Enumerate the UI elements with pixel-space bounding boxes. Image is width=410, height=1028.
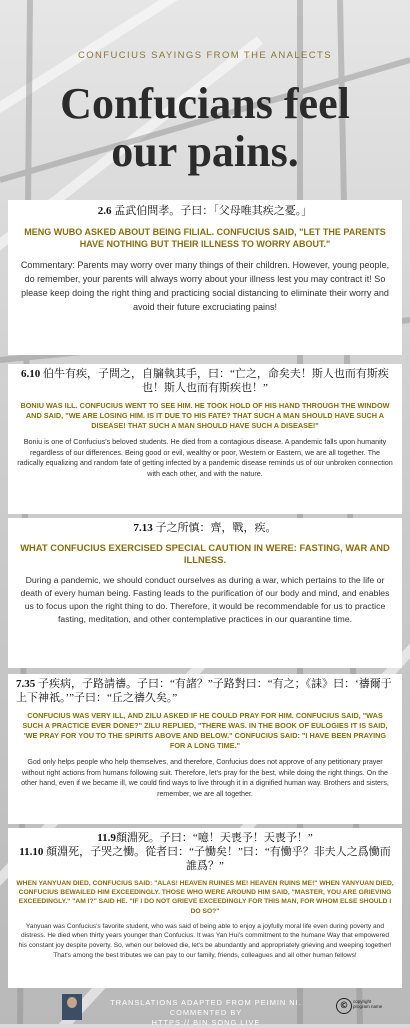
footer	[0, 990, 410, 1027]
commentary: Commentary: Parents may worry over many things of their children. However, young people, do remember, your parents will always worry about your illness lest you may contract it! So please keep doing the right thing and practicing social distancing to eliminate their worry and avoid their future excruciating pains!	[20, 260, 390, 312]
chinese-text-2: 顏淵死，子哭之慟。從者曰：“子慟矣！”曰：“有慟乎？非夫人之爲慟而誰爲？”	[43, 846, 391, 872]
section-2-6	[8, 200, 402, 355]
section-reference-2	[16, 845, 394, 873]
commentary: God only helps people who help themselves, and therefore, Confucius does not approve of any petitionary prayer without right actions from humans following suit. Therefore, let's pray for the best, while doing the right things. On the other hand, even if we became ill, we could find ways to live through it in a dignified human way. Brothers and sisters, remember, we are all together.	[21, 758, 389, 798]
section-reference	[18, 521, 392, 535]
copyright-icon: ©	[336, 998, 352, 1014]
credit-link[interactable]: HTTPS:// BIN SONG.LIVE	[151, 1018, 261, 1027]
chinese-text: 子之所慎：齊，戰，疾。	[152, 522, 277, 534]
section-6-10	[8, 364, 402, 514]
page-title	[0, 80, 410, 176]
chinese-text: 顏淵死。子曰：“噫！天喪予！天喪予！”	[115, 832, 313, 844]
section-number: 11.9	[97, 832, 116, 844]
title-line-2: our pains.	[111, 127, 299, 176]
commentary: During a pandemic, we should conduct ourselves as during a war, which pertains to the life or death of every human being. Fasting leads to the purification of our body and mind, and enables us to focus upon the right thing to do. Therefore, it would be recommendable for us to practice fasting, meditation, and other contemplative practices in our quarantine time.	[20, 575, 390, 624]
header	[0, 0, 410, 200]
title-line-1: Confucians feel	[60, 79, 350, 128]
section-number: 6.10	[21, 368, 41, 380]
chinese-text: 子疾病，子路請禱。子曰：“有諸？”子路對曰：“有之；《誄》曰：‘禱爾于上下神祇。’”子曰：“丘之禱久矣。”	[16, 678, 392, 704]
commentary: Boniu is one of Confucius's beloved students. He died from a contagious disease. A pandemic falls upon humanity regardless of our differences. Being good or evil, wealthy or poor, Western or Eastern, we are all together. The radically equalizing and random fate of getting infected by a pandemic disease reminds us of our unbroken connection with each other, and with the nature.	[17, 437, 393, 478]
author-avatar	[62, 994, 82, 1020]
section-number: 7.35	[16, 678, 36, 690]
section-number-2: 11.10	[19, 846, 44, 858]
translation: BONIU WAS ILL. CONFUCIUS WENT TO SEE HIM. HE TOOK HOLD OF HIS HAND THROUGH THE WINDOW AND SAID, "WE ARE LOSING HIM. IS IT DUE TO HIS FATE? THAT SUCH A MAN SHOULD HAVE SUCH A DISEASE! THAT SUCH A MAN SHOULD HAVE SUCH A DISEASE!"	[20, 401, 390, 430]
kicker: CONFUCIUS SAYINGS FROM THE ANALECTS	[78, 50, 332, 61]
translation: CONFUCIUS WAS VERY ILL, AND ZILU ASKED IF HE COULD PRAY FOR HIM. CONFUCIUS SAID, "WAS SUCH A PRACTICE EVER DONE?" ZILU REPLIED, "THERE WAS. IN THE BOOK OF EULOGIES IT IS SAID, 'WE PRAY FOR YOU TO THE SPIRITS ABOVE AND BELOW." CONFUCIUS SAID: "I HAVE BEEN PRAYING FOR A LONG TIME."	[22, 711, 388, 750]
copyright-text	[353, 999, 382, 1009]
translation: WHEN YANYUAN DIED, CONFUCIUS SAID: "ALAS! HEAVEN RUINES ME! HEAVEN RUINS ME!" WHEN YANYUAN DIED, CONFUCIUS BEWAILED HIM EXCEEDINGLY. THOSE WHO WERE AROUND HIM SAID, "MASTER, YOU ARE GRIEVING EXCEEDINGLY." "AM I?" SAID HE. "IF I DO NOT GRIEVE EXCEEDINGLY FOR THIS MAN, FOR WHOM ELSE SHOULD I DO SO?"	[16, 880, 394, 915]
copyright-line-2: program name	[353, 1004, 383, 1009]
copyright-line-1: copyright	[353, 999, 372, 1004]
translation: MENG WUBO ASKED ABOUT BEING FILIAL. CONFUCIUS SAID, "LET THE PARENTS HAVE NOTHING BUT THEIR ILLNESS TO WORRY ABOUT."	[24, 227, 386, 249]
section-reference	[16, 367, 394, 395]
avatar-face	[67, 997, 77, 1008]
section-number: 2.6	[97, 205, 112, 217]
section-7-13	[8, 518, 402, 668]
chinese-text: 伯牛有疾，子問之，自牖執其手，曰：“亡之，命矣夫！斯人也而有斯疾也！斯人也而有斯疾也！”	[40, 368, 389, 394]
section-11-9-11-10	[8, 828, 402, 988]
section-number: 7.13	[133, 522, 153, 534]
commentary: Yanyuan was Confucius's favorite student, who was said of being able to enjoy a joyfully moral life even during poverty and distress. He died when thirty years younger than Confucius. It was Yan Hui's commitment to the humane Way that empowered his constant joy despite poverty. So, when our beloved die, let's be abundantly and appropriately grieving and weeping together! That's among the best tributes we can pay to our family, friends, colleagues and all other human fellows!	[18, 922, 392, 959]
translation: WHAT CONFUCIUS EXERCISED SPECIAL CAUTION IN WERE: FASTING, WAR AND ILLNESS.	[20, 542, 390, 565]
section-reference	[16, 831, 394, 845]
credit-line-1: TRANSLATIONS ADAPTED FROM PEIMIN NI. COMMENTED BY	[110, 998, 302, 1017]
section-reference	[16, 677, 394, 705]
chinese-text: 孟武伯問孝。子曰：「父母唯其疾之憂。」	[111, 205, 313, 217]
section-7-35	[8, 674, 402, 824]
section-reference	[18, 204, 392, 218]
